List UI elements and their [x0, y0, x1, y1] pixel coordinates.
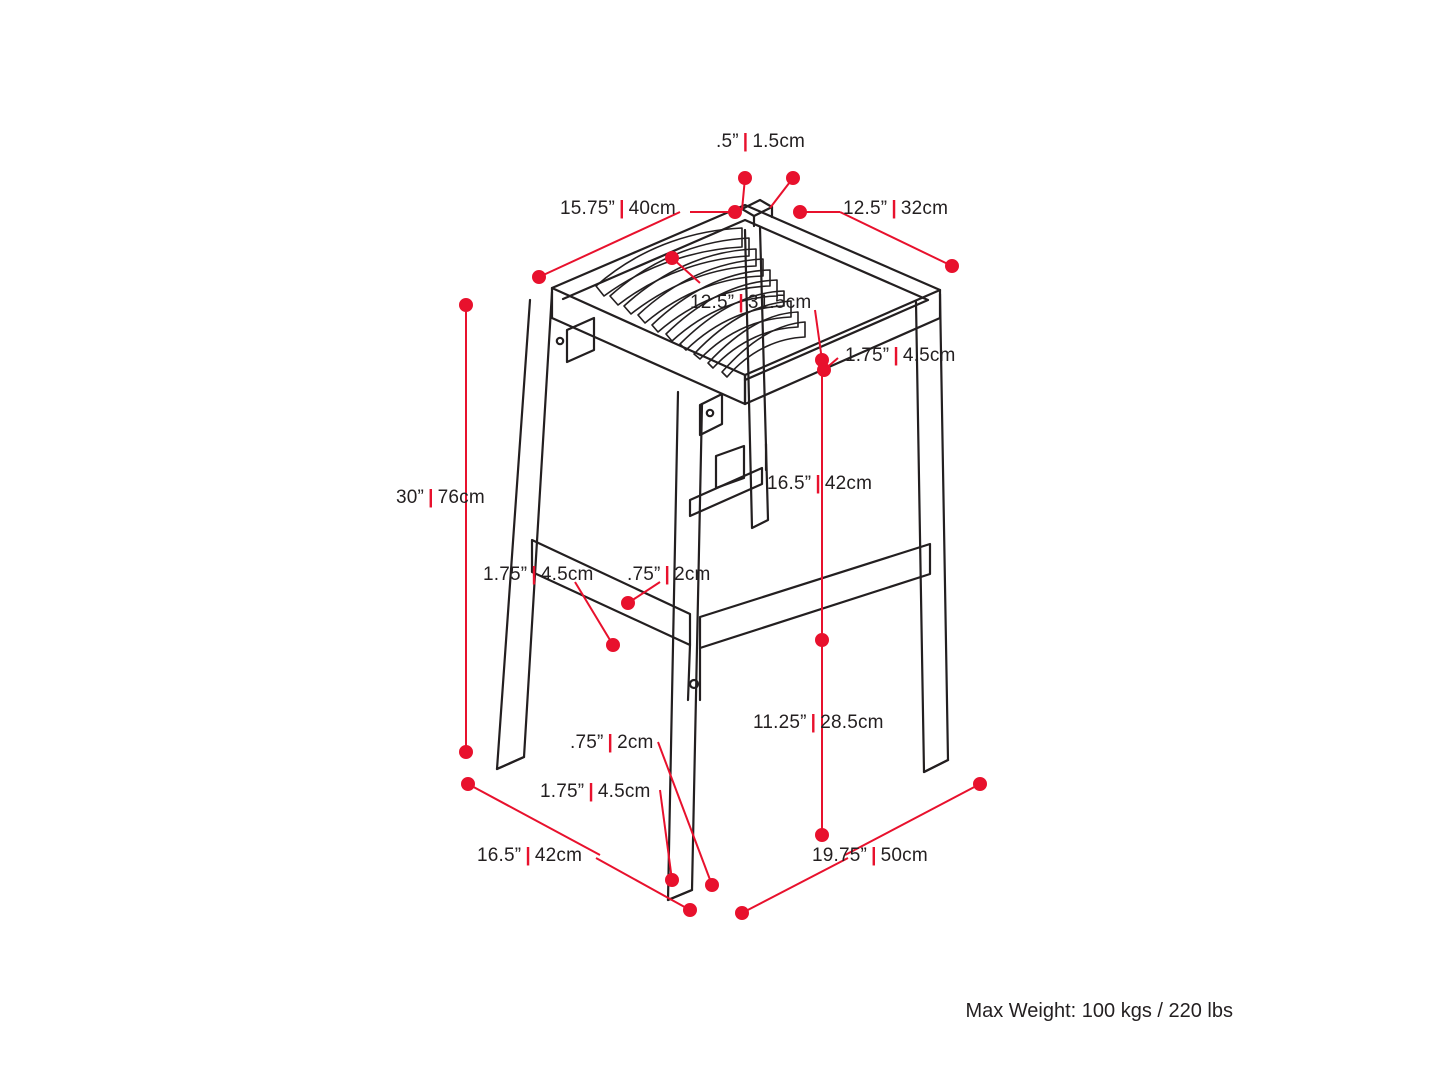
- dimension-imperial: 12.5”: [690, 292, 735, 313]
- dimension-metric: 50cm: [880, 845, 928, 866]
- max-weight-note: Max Weight: 100 kgs / 220 lbs: [965, 1000, 1233, 1022]
- dimension-imperial: .75”: [627, 564, 661, 585]
- dimension-imperial: .75”: [570, 732, 604, 753]
- dimension-label-foot-spread-depth: 11.25” | 28.5cm: [753, 712, 884, 733]
- dimension-metric: 76cm: [437, 487, 485, 508]
- dimension-label-stretcher-thickness: .75” | 2cm: [627, 564, 711, 585]
- dimension-metric: 2cm: [674, 564, 711, 585]
- dimension-imperial: 16.5”: [477, 845, 522, 866]
- dimension-label-base-width: 19.75” | 50cm: [812, 845, 928, 866]
- dimension-imperial: .5”: [716, 131, 739, 152]
- dimension-metric: 42cm: [534, 845, 583, 866]
- dimension-label-seat-width-top: 15.75” | 40cm: [560, 198, 676, 219]
- dimension-metric: 31.5cm: [747, 292, 812, 313]
- dimension-label-base-depth: 16.5” | 42cm: [477, 845, 583, 866]
- dimension-metric: 4.5cm: [540, 564, 594, 585]
- dimension-imperial: 19.75”: [812, 845, 868, 866]
- dimension-imperial: 1.75”: [483, 564, 528, 585]
- dimension-label-stretcher-width: 1.75” | 4.5cm: [483, 564, 594, 585]
- dimension-metric: 28.5cm: [820, 712, 884, 733]
- dimension-imperial: 30”: [396, 487, 425, 508]
- dimension-imperial: 1.75”: [845, 345, 890, 366]
- dimension-imperial: 1.75”: [540, 781, 585, 802]
- dimension-label-leg-thickness: .75” | 2cm: [570, 732, 654, 753]
- dimension-metric: 1.5cm: [752, 131, 806, 152]
- dimension-label-leg-width: 1.75” | 4.5cm: [540, 781, 651, 802]
- dimension-imperial: 12.5”: [843, 198, 888, 219]
- dimension-label-seat-rail-thickness: .5” | 1.5cm: [716, 131, 806, 152]
- dimension-label-seat-frame-height: 1.75” | 4.5cm: [845, 345, 956, 366]
- dimension-metric: 40cm: [628, 198, 676, 219]
- dimension-label-footrest-height: 16.5” | 42cm: [767, 473, 873, 494]
- dimension-metric: 2cm: [617, 732, 654, 753]
- dimension-imperial: 16.5”: [767, 473, 812, 494]
- dimension-metric: 42cm: [824, 473, 873, 494]
- dimension-metric: 4.5cm: [902, 345, 956, 366]
- dimension-metric: 4.5cm: [597, 781, 651, 802]
- dimension-label-seat-inner-depth: 12.5” | 31.5cm: [690, 292, 812, 313]
- dimension-imperial: 15.75”: [560, 198, 616, 219]
- dimension-imperial: 11.25”: [753, 712, 807, 733]
- dimension-metric: 32cm: [900, 198, 949, 219]
- dimension-label-seat-depth-top: 12.5” | 32cm: [843, 198, 949, 219]
- dimension-label-overall-height: 30” | 76cm: [396, 487, 485, 508]
